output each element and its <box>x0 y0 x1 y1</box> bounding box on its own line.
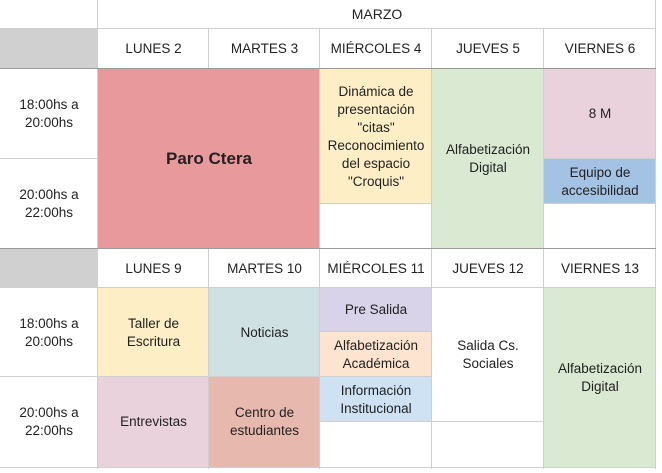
time-slot-18-20-week2: 18:00hs a 20:00hs <box>19 315 79 349</box>
event-entrevistas: Entrevistas <box>98 377 209 467</box>
grid-line-v <box>319 29 320 469</box>
day-header-lunes-2: LUNES 2 <box>125 41 182 56</box>
day-header-viernes-13: VIERNES 13 <box>560 260 640 276</box>
grid-line-v <box>97 0 98 469</box>
event-8m: 8 M <box>544 69 656 159</box>
day-header-miercoles-11: MIÉRCOLES 11 <box>327 260 425 276</box>
grid-line-h <box>320 331 432 332</box>
day-header-lunes-9: LUNES 9 <box>125 260 182 276</box>
grid-line-h <box>0 287 656 288</box>
day-header-jueves-12: JUEVES 12 <box>452 260 524 276</box>
event-salida-cs-sociales: Salida Cs. Sociales <box>457 338 519 371</box>
time-slot-20-22-week2: 20:00hs a 22:00hs <box>19 405 79 438</box>
grid-line-h <box>0 467 656 468</box>
event-alfabetizacion-digital-1: Alfabetización Digital <box>432 69 544 248</box>
grid-line-v <box>208 29 209 69</box>
day-header-martes-3: MARTES 3 <box>230 41 299 56</box>
grid-line-h <box>0 158 98 159</box>
event-alfabetizacion-digital-2: Alfabetización Digital <box>544 288 656 467</box>
time-slot-20-22: 20:00hs a 22:00hs <box>19 186 79 220</box>
event-alfabetizacion-academica: Alfabetización Académica <box>320 332 432 377</box>
week1-corner <box>0 29 98 69</box>
month-header: MARZO <box>351 6 403 22</box>
event-pre-salida: Pre Salida <box>320 288 432 332</box>
grid-line-h <box>0 28 656 29</box>
event-paro-ctera: Paro Ctera <box>98 69 320 248</box>
grid-line-v <box>655 0 656 469</box>
grid-line-h <box>320 203 432 204</box>
grid-line-v <box>431 29 432 469</box>
event-centro-estudiantes: Centro de estudiantes <box>209 377 320 467</box>
event-equipo-accesibilidad: Equipo de accesibilidad <box>544 159 656 204</box>
event-dinamica-presentacion: Dinámica de presentación "citas" Reconocimiento del espacio "Croquis" <box>320 69 432 204</box>
grid-line-h <box>320 421 544 422</box>
day-header-jueves-5: JUEVES 5 <box>456 41 520 56</box>
time-slot-18-20: 18:00hs a 20:00hs <box>19 97 79 130</box>
grid-line-v <box>543 29 544 469</box>
event-taller-escritura: Taller de Escritura <box>98 288 209 377</box>
day-header-viernes-6: VIERNES 6 <box>564 41 636 56</box>
day-header-martes-10: MARTES 10 <box>227 260 302 276</box>
event-informacion-institucional: Información Institucional <box>320 377 432 422</box>
grid-line-h <box>544 158 656 159</box>
day-header-miercoles-4: MIÉRCOLES 4 <box>330 41 422 56</box>
event-noticias: Noticias <box>209 288 320 377</box>
grid-line-h <box>0 68 656 69</box>
grid-line-h <box>0 376 432 377</box>
grid-line-v <box>208 249 209 469</box>
grid-line-h <box>544 203 656 204</box>
grid-line-h <box>0 248 656 249</box>
week2-corner <box>0 249 98 288</box>
